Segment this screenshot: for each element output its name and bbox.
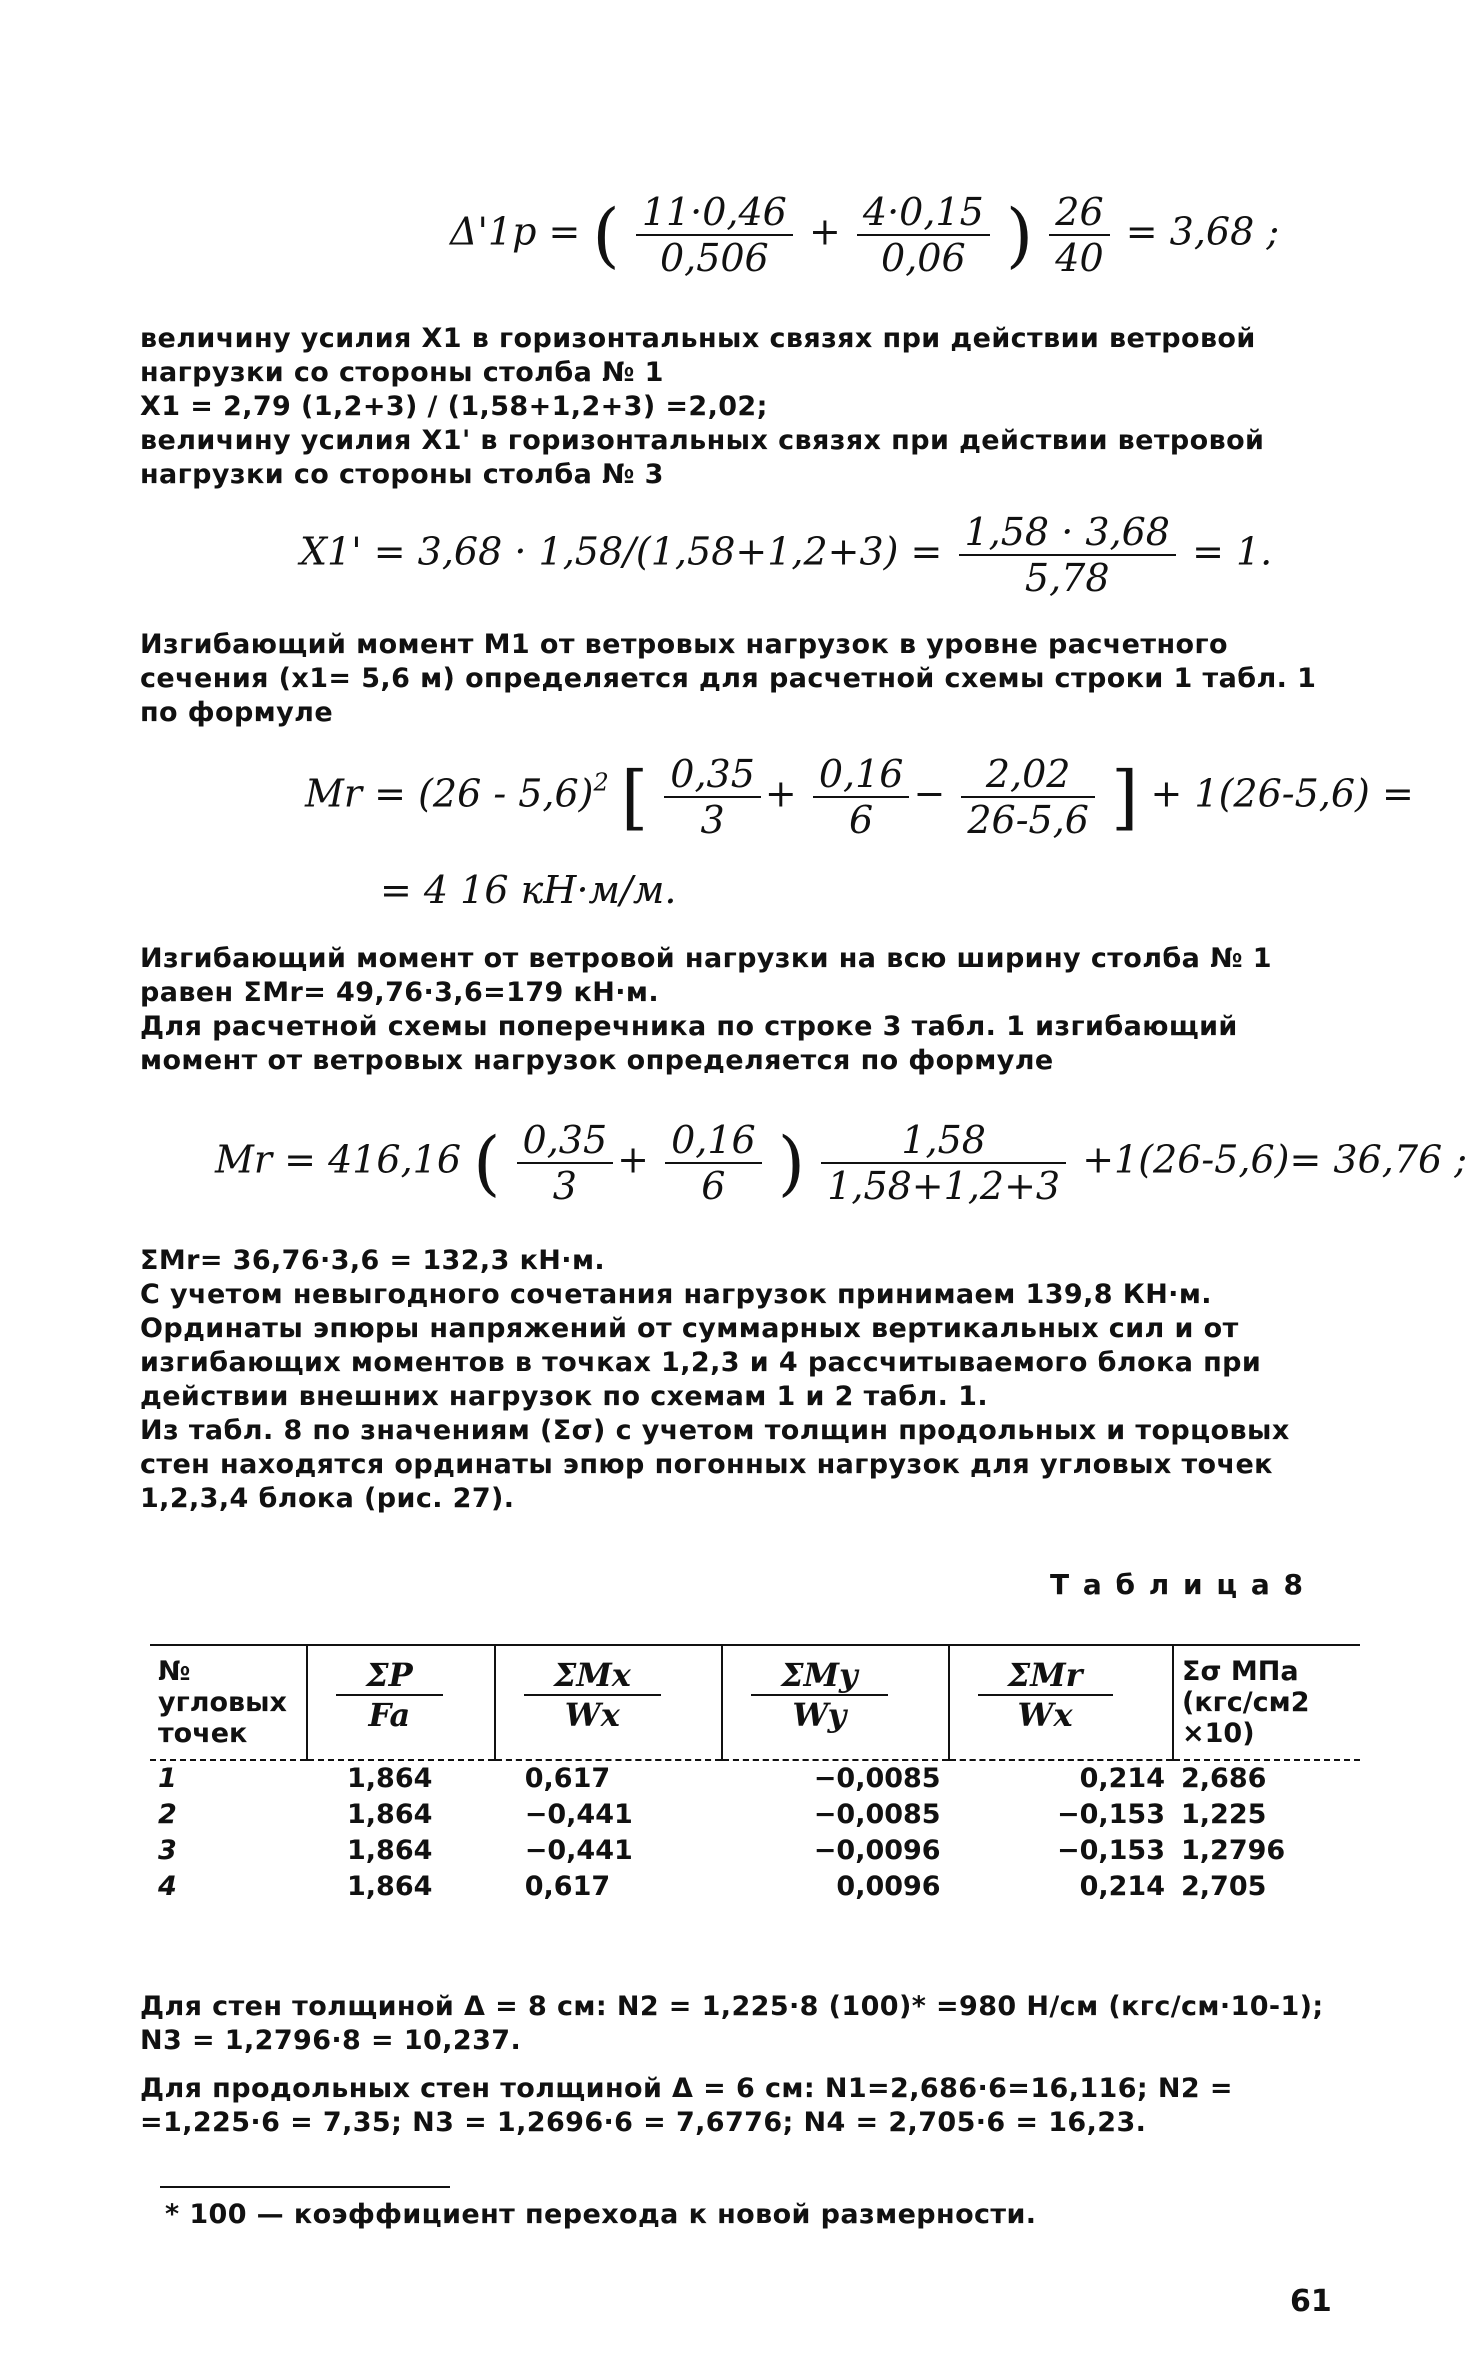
formula-moment-3: Mr = 416,16 ( $\frac{0,35}{3}$ + $\frac{0,16}{6}$ ) $\frac{1,58}{1,58+1,2+3}$ +1(26-5,6)= 36,76 ; (215, 1118, 1468, 1208)
paragraph: С учетом невыгодного сочетания нагрузок принимаем 139,8 КН·м. (140, 1279, 1212, 1310)
table-row: 3 1,864 −0,441 −0,0096 −0,153 1,2796 (158, 1835, 1286, 1866)
table-caption: Т а б л и ц а 8 (1050, 1568, 1306, 1601)
formula-x1-prime: X1' = 3,68 · 1,58/(1,58+1,2+3) = $\frac{1,58 \cdot 3,68}{5,78}$ = 1. (300, 510, 1273, 600)
paragraph: Изгибающий момент от ветровой нагрузки на всю ширину столба № 1 равен ΣMr= 49,76·3,6=179 кН·м. (140, 943, 1272, 1008)
fraction: $\frac{4\cdot 0,15}{0,06}$ (857, 190, 990, 280)
fraction: $\frac{1,58}{1,58+1,2+3}$ (821, 1118, 1066, 1208)
table-8 (150, 1644, 1360, 1905)
table-header-row (150, 1645, 1360, 1760)
paragraph: Изгибающий момент M1 от ветровых нагрузок в уровне расчетного сечения (x1= 5,6 м) определяется для расчетной схемы строки 1 табл. 1 по формуле (140, 629, 1317, 728)
paragraph: ΣMr= 36,76·3,6 = 132,3 кН·м. (140, 1245, 606, 1276)
fraction: $\frac{0,35}{3}$ (664, 752, 761, 842)
header-sum-sigma: Σσ МПа (кгс/см2 ×10) (1173, 1645, 1360, 1760)
fraction: $\frac{1,58 \cdot 3,68}{5,78}$ (959, 510, 1176, 600)
table-row: 4 1,864 0,617 0,0096 0,214 2,705 (158, 1871, 1267, 1902)
fraction: $\frac{0,16}{6}$ (813, 752, 910, 842)
fraction: $\frac{11\cdot 0,46}{0,506}$ (636, 190, 793, 280)
paragraph: Для стен толщиной Δ = 8 см: N2 = 1,225·8 (100)* =980 Н/см (кгс/см·10-1); N3 = 1,2796·8 = 10,237. (140, 1991, 1324, 2056)
header-sum-mx: $\frac{\text{ΣMx}}{Wx}$ (495, 1645, 722, 1760)
table-row: 2 1,864 −0,441 −0,0085 −0,153 1,225 (158, 1799, 1267, 1830)
formula-delta-lhs: Δ'1p = (450, 209, 581, 254)
formula-delta: Δ'1p = ( $\frac{11\cdot 0,46}{0,506}$ + $\frac{4\cdot 0,15}{0,06}$ ) $\frac{26}{40}$ = 3,68 ; (450, 190, 1280, 280)
page-number: 61 (1290, 2284, 1332, 2319)
paragraph: величину усилия X1 в горизонтальных связях при действии ветровой нагрузки со стороны столба № 1 (140, 323, 1256, 388)
footnote: * 100 — коэффициент перехода к новой размерности. (165, 2199, 1037, 2230)
fraction: $\frac{2,02}{26-5,6}$ (961, 752, 1095, 842)
footnote-divider (160, 2186, 450, 2188)
formula-moment-1: Mr = (26 - 5,6)$^2$ [ $\frac{0,35}{3}$ + $\frac{0,16}{6}$ − $\frac{2,02}{26-5,6}$ ] + 1(26-5,6) = (305, 752, 1414, 842)
paragraph: Из табл. 8 по значениям (Σσ) с учетом толщин продольных и торцовых стен находятся ординаты эпюр погонных нагрузок для угловых точек 1,2,3,4 блока (рис. 27). (140, 1415, 1290, 1514)
header-sum-p: $\frac{\Sigma P}{Fa}$ (307, 1645, 495, 1760)
paragraph: Ординаты эпюры напряжений от суммарных вертикальных сил и от изгибающих моментов в точках 1,2,3 и 4 рассчитываемого блока при действии внешних нагрузок по схемам 1 и 2 табл. 1. (140, 1313, 1262, 1412)
paragraph: Для продольных стен толщиной Δ = 6 см: N1=2,686·6=16,116; N2 = =1,225·6 = 7,35; N3 = 1,2696·6 = 7,6776; N4 = 2,705·6 = 16,23. (140, 2073, 1233, 2138)
header-points: № угловых точек (150, 1645, 307, 1760)
fraction: $\frac{26}{40}$ (1049, 190, 1109, 280)
paragraph: величину усилия X1' в горизонтальных связях при действии ветровой нагрузки со стороны столба № 3 (140, 425, 1265, 490)
header-sum-mr: $\frac{\text{ΣMr}}{Wx}$ (949, 1645, 1173, 1760)
fraction: $\frac{0,16}{6}$ (665, 1118, 762, 1208)
inline-formula: X1 = 2,79 (1,2+3) / (1,58+1,2+3) =2,02; (140, 391, 768, 422)
formula-moment-1-result: = 4 16 кН·м/м. (380, 868, 677, 912)
fraction: $\frac{0,35}{3}$ (517, 1118, 614, 1208)
header-sum-my: $\frac{\text{ΣMy}}{Wy}$ (722, 1645, 949, 1760)
table-row: 1 1,864 0,617 −0,0085 0,214 2,686 (158, 1763, 1267, 1794)
paragraph: Для расчетной схемы поперечника по строке 3 табл. 1 изгибающий момент от ветровых нагрузок определяется по формуле (140, 1011, 1238, 1076)
